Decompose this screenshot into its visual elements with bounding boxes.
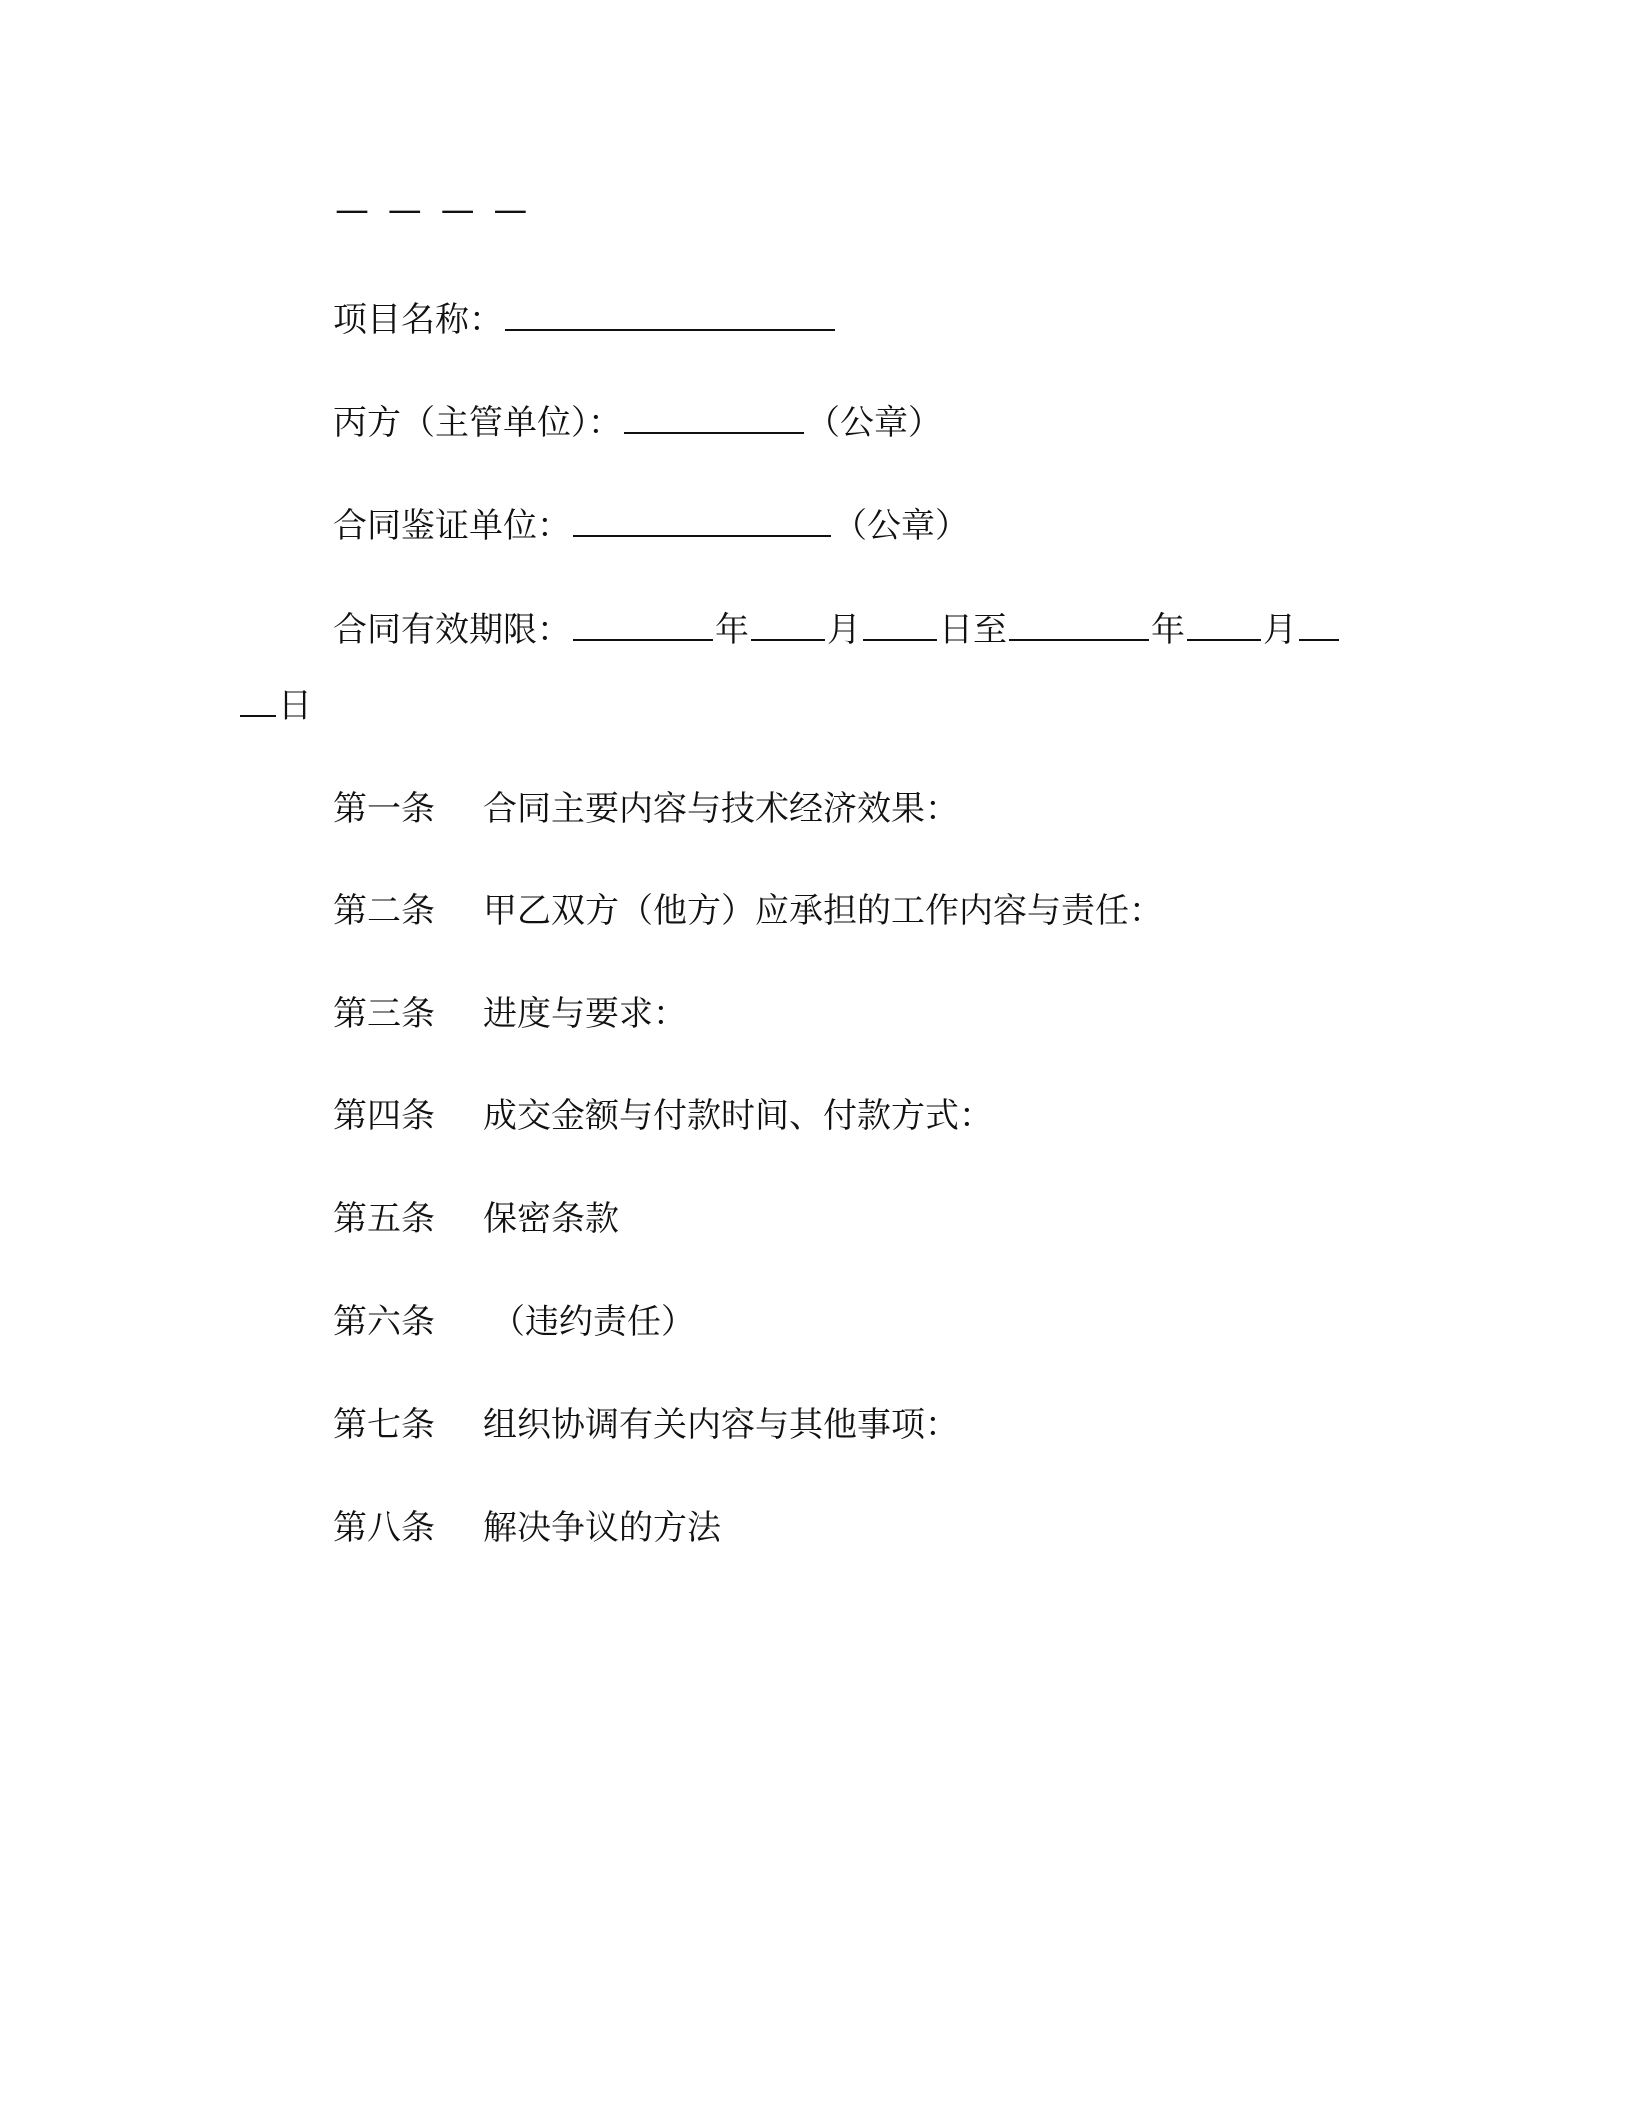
start-day-blank[interactable]	[863, 607, 937, 641]
article-7	[333, 1403, 959, 1447]
article-4-number: 第四条	[333, 1096, 435, 1136]
start-year-blank[interactable]	[573, 607, 713, 641]
article-6	[333, 1300, 695, 1344]
article-3-text: 进度与要求：	[483, 994, 687, 1034]
party-c-blank[interactable]	[624, 400, 804, 434]
article-1-text: 合同主要内容与技术经济效果：	[483, 789, 959, 829]
article-2	[333, 889, 1163, 933]
article-4-text: 成交金额与付款时间、付款方式：	[483, 1096, 993, 1136]
end-day-blank-part1[interactable]	[1299, 607, 1339, 641]
article-3-number: 第三条	[333, 994, 435, 1034]
article-8	[333, 1506, 721, 1550]
article-1	[333, 787, 959, 831]
project-name-blank[interactable]	[505, 297, 835, 331]
verify-unit-blank[interactable]	[573, 503, 831, 537]
start-month-blank[interactable]	[751, 607, 825, 641]
party-c-line	[333, 400, 942, 445]
day-label: 日	[278, 686, 312, 726]
article-5-number: 第五条	[333, 1199, 435, 1239]
article-1-number: 第一条	[333, 789, 435, 829]
project-name-label: 项目名称：	[333, 300, 503, 340]
seal-label-1: （公章）	[806, 403, 942, 443]
article-7-number: 第七条	[333, 1405, 435, 1445]
article-3	[333, 992, 687, 1036]
article-5-text: 保密条款	[483, 1199, 619, 1239]
top-dashes: — — — —	[335, 190, 532, 230]
end-day-blank-part2[interactable]	[240, 683, 276, 717]
year-label-2: 年	[1151, 610, 1185, 650]
day-to-label: 日至	[939, 610, 1007, 650]
month-label-1: 月	[827, 610, 861, 650]
project-name-line	[333, 297, 837, 342]
article-7-text: 组织协调有关内容与其他事项：	[483, 1405, 959, 1445]
end-month-blank[interactable]	[1187, 607, 1261, 641]
article-6-text: （违约责任）	[491, 1302, 695, 1342]
validity-line	[333, 607, 1341, 652]
article-5	[333, 1197, 619, 1241]
article-2-number: 第二条	[333, 891, 435, 931]
validity-line-cont	[238, 683, 312, 728]
verify-unit-label: 合同鉴证单位：	[333, 506, 571, 546]
article-4	[333, 1094, 993, 1138]
end-year-blank[interactable]	[1009, 607, 1149, 641]
verify-unit-line	[333, 503, 969, 548]
article-8-text: 解决争议的方法	[483, 1508, 721, 1548]
month-label-2: 月	[1263, 610, 1297, 650]
validity-label: 合同有效期限：	[333, 610, 571, 650]
article-2-text: 甲乙双方（他方）应承担的工作内容与责任：	[483, 891, 1163, 931]
article-6-number: 第六条	[333, 1302, 435, 1342]
party-c-label: 丙方（主管单位）：	[333, 403, 622, 443]
article-8-number: 第八条	[333, 1508, 435, 1548]
year-label-1: 年	[715, 610, 749, 650]
seal-label-2: （公章）	[833, 506, 969, 546]
